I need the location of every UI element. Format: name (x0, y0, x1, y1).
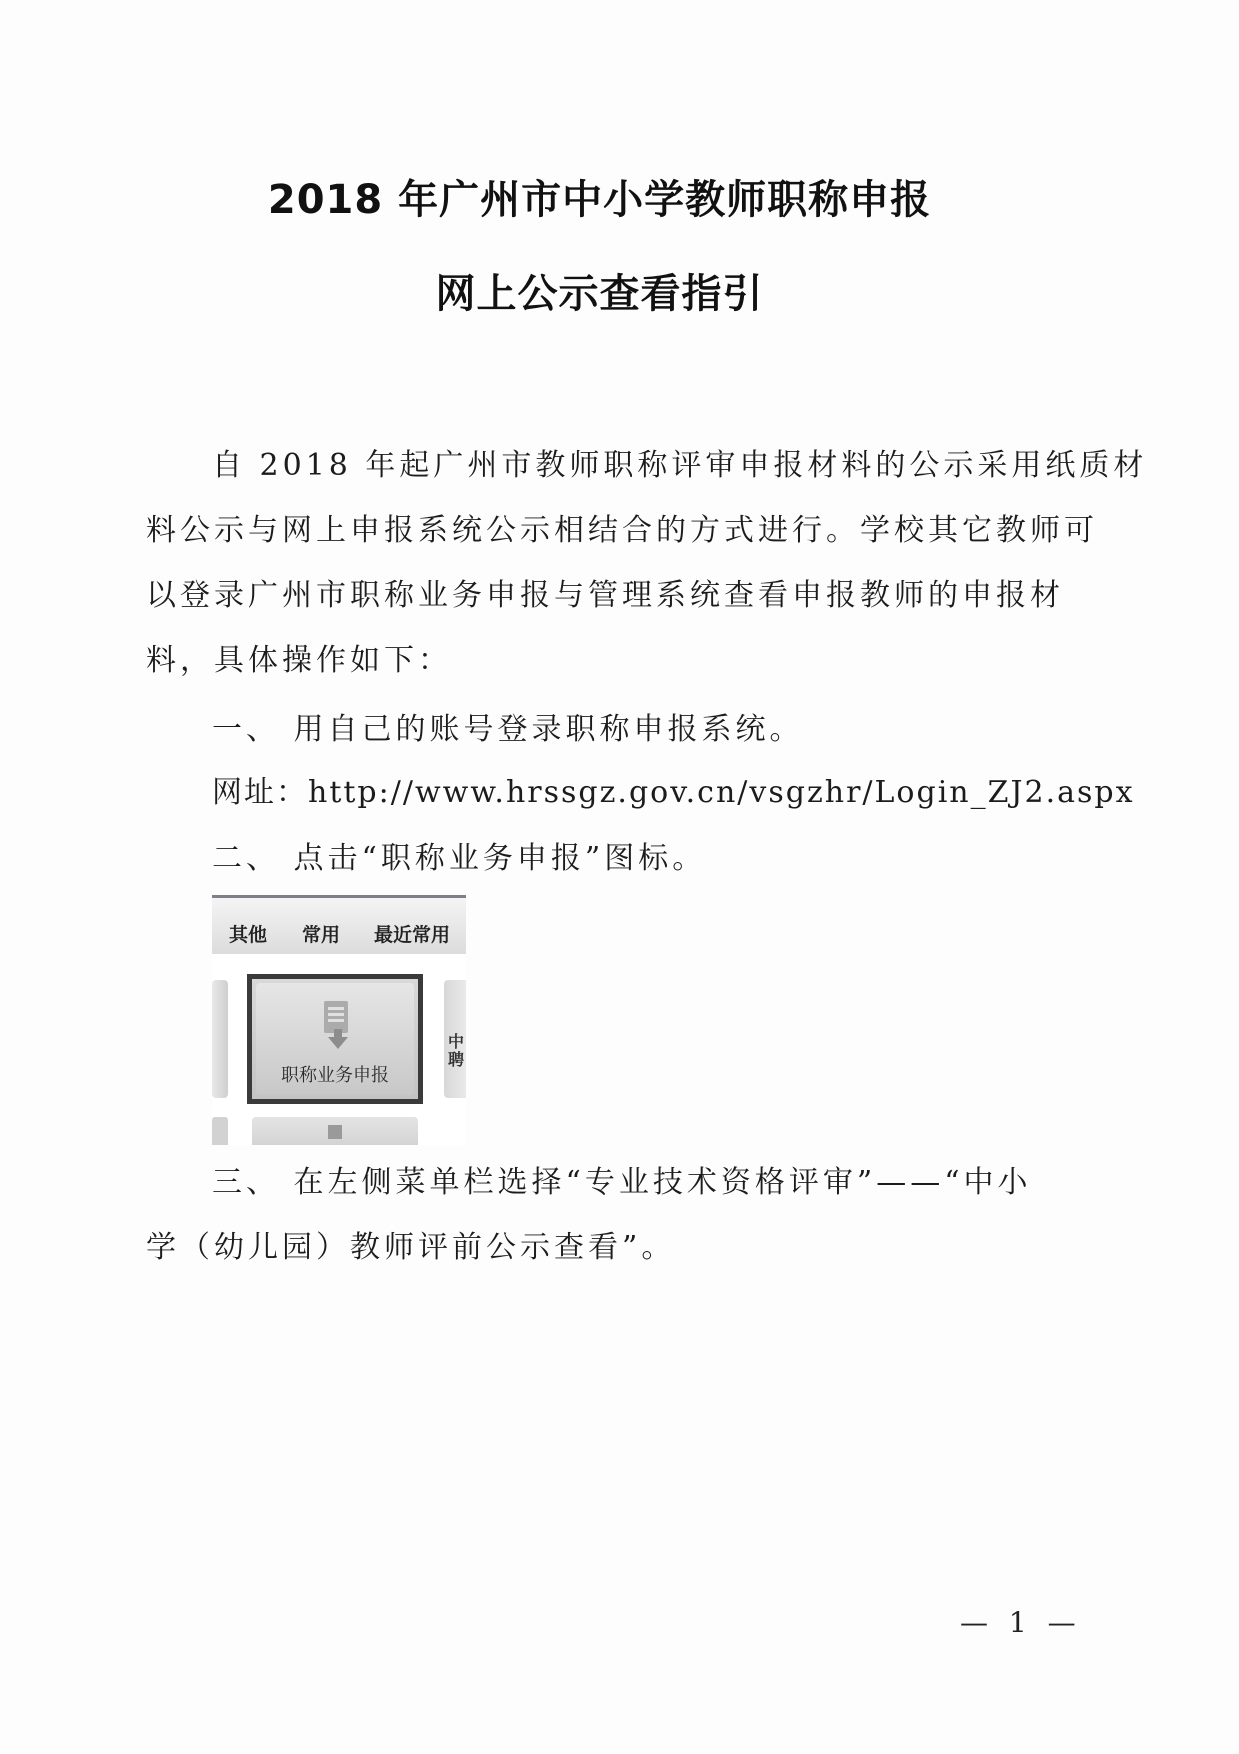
step-3-line-2: 学（幼儿园）教师评前公示查看”。 (146, 1230, 676, 1265)
step-3-line-1: 三、 在左侧菜单栏选择“专业技术资格评审”——“中小 (212, 1165, 1032, 1200)
intro-line-4: 料，具体操作如下： (146, 643, 452, 678)
tab-recent-common[interactable]: 最近常用 (374, 924, 451, 946)
tab-common[interactable]: 常用 (302, 924, 341, 946)
step-2: 二、 点击“职称业务申报”图标。 (212, 841, 707, 876)
title-business-declaration-tile[interactable] (247, 974, 423, 1104)
intro-line-1: 自 2018 年起广州市教师职称评审申报材料的公示采用纸质材 (212, 448, 1148, 483)
url-line: 网址：http://www.hrssgz.gov.cn/vsgzhr/Login_ZJ2.aspx (212, 775, 1135, 810)
step-1: 一、 用自己的账号登录职称申报系统。 (212, 712, 804, 747)
document-title-line2: 网上公示查看指引 (435, 271, 764, 317)
screenshot-tab-bar (212, 898, 466, 954)
tile-label: 职称业务申报 (281, 1065, 389, 1086)
document-title-line1: 2018 年广州市中小学教师职称申报 (267, 177, 932, 223)
page-number: — 1 — (960, 1606, 1082, 1639)
partial-bottom-icon (328, 1125, 342, 1139)
embedded-screenshot (212, 895, 466, 1145)
tile-inner (256, 983, 414, 1095)
intro-line-2: 料公示与网上申报系统公示相结合的方式进行。学校其它教师可 (146, 513, 1098, 548)
partial-left-tile[interactable] (212, 980, 228, 1098)
document-arrow-icon (318, 999, 358, 1053)
partial-right-tile-label: 中聘 (448, 1032, 465, 1069)
tab-other[interactable]: 其他 (229, 924, 268, 946)
intro-line-3: 以登录广州市职称业务申报与管理系统查看申报教师的申报材 (146, 578, 1064, 613)
partial-bottom-left-tile[interactable] (212, 1117, 228, 1145)
